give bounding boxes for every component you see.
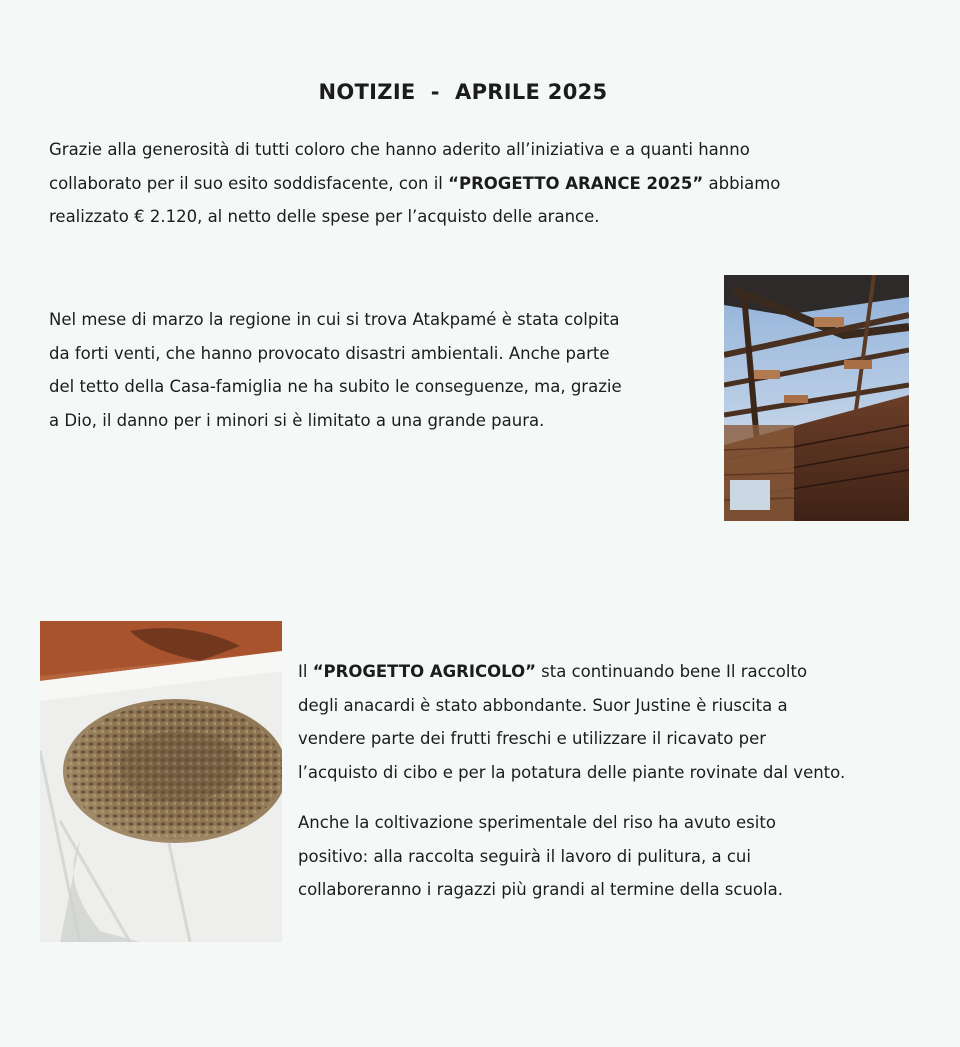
agri-line-2: degli anacardi è stato abbondante. Suor Justine è riuscita a (298, 695, 788, 715)
rice-line-1: Anche la coltivazione sperimentale del riso ha avuto esito (298, 813, 776, 832)
damaged-roof-photo (724, 275, 909, 521)
intro-line-3: realizzato € 2.120, al netto delle spese per l’acquisto delle arance. (49, 207, 600, 226)
intro-line-2-start: collaborato per il suo esito soddisfacente, con il (49, 173, 449, 193)
page-title: NOTIZIE - APRILE 2025 (318, 80, 608, 104)
storm-line-4: a Dio, il danno per i minori si è limitato a una grande paura. (49, 410, 545, 430)
storm-line-2: da forti venti, che hanno provocato disastri ambientali. Anche parte (49, 343, 610, 363)
agri-line-1-end: sta continuando bene Il raccolto (535, 662, 808, 681)
agri-line-1 (298, 655, 938, 689)
rice-paragraph (298, 806, 938, 907)
storm-line-1: Nel mese di marzo la regione in cui si trova Atakpamé è stata colpita (49, 310, 620, 329)
intro-paragraph (49, 133, 909, 234)
cashew-harvest-photo (40, 621, 282, 942)
agricultural-project-paragraph (298, 655, 938, 789)
storm-paragraph (49, 303, 709, 437)
progetto-arance-name: “PROGETTO ARANCE 2025” (448, 173, 704, 193)
agri-line-4: l’acquisto di cibo e per la potatura delle piante rovinate dal vento. (298, 762, 846, 782)
agri-line-1-start: Il (298, 662, 313, 681)
intro-line-2 (49, 167, 909, 201)
agri-line-3: vendere parte dei frutti freschi e utilizzare il ricavato per (298, 729, 767, 748)
rice-line-2: positivo: alla raccolta seguirà il lavoro di pulitura, a cui (298, 846, 751, 866)
progetto-agricolo-name: “PROGETTO AGRICOLO” (312, 662, 536, 681)
intro-line-1: Grazie alla generosità di tutti coloro che hanno aderito all’iniziativa e a quanti hanno (49, 140, 750, 159)
intro-line-2-end: abbiamo (703, 173, 781, 193)
rice-line-3: collaboreranno i ragazzi più grandi al termine della scuola. (298, 880, 783, 899)
storm-line-3: del tetto della Casa-famiglia ne ha subito le conseguenze, ma, grazie (49, 377, 622, 396)
